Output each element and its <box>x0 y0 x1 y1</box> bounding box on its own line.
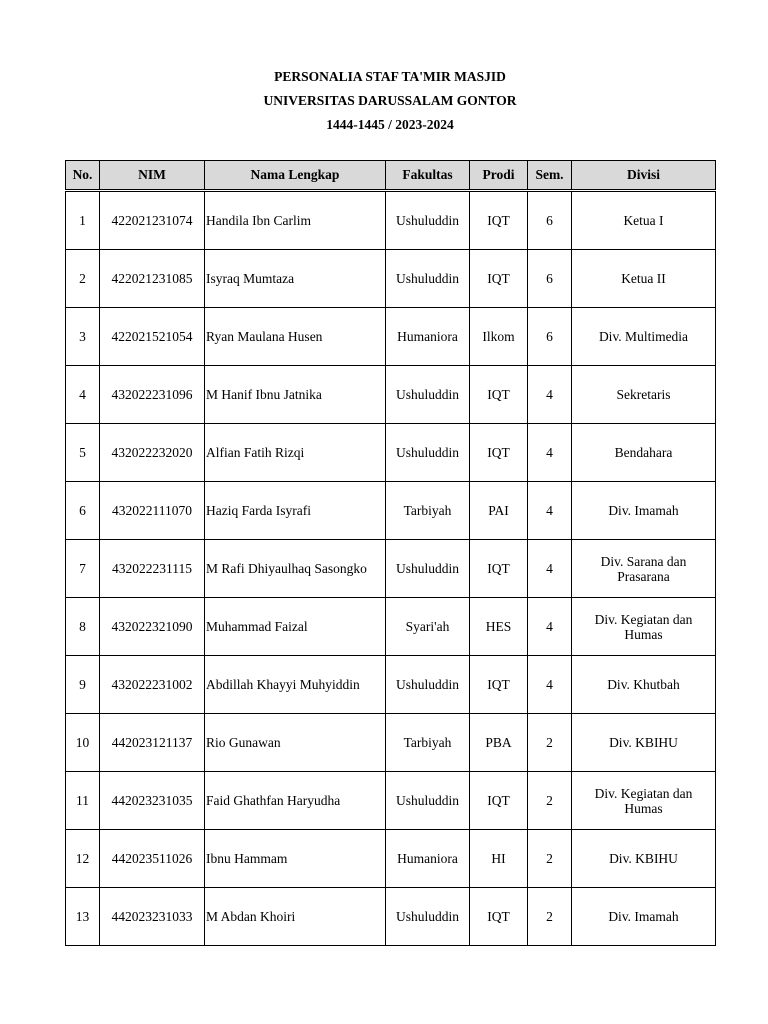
division-cell: Div. Khutbah <box>572 656 716 714</box>
faculty-cell: Tarbiyah <box>386 482 470 540</box>
faculty-cell: Ushuluddin <box>386 656 470 714</box>
name-cell: M Abdan Khoiri <box>205 888 386 946</box>
division-cell: Bendahara <box>572 424 716 482</box>
table-row <box>66 656 716 714</box>
prodi-cell: HES <box>470 598 528 656</box>
col-header-faculty: Fakultas <box>386 161 470 191</box>
faculty-cell: Ushuluddin <box>386 772 470 830</box>
table-row <box>66 191 716 250</box>
prodi-cell: IQT <box>470 366 528 424</box>
table-row <box>66 598 716 656</box>
row-number: 6 <box>66 482 100 540</box>
semester-cell: 4 <box>528 482 572 540</box>
col-header-semester: Sem. <box>528 161 572 191</box>
name-cell: Ibnu Hammam <box>205 830 386 888</box>
prodi-cell: IQT <box>470 424 528 482</box>
nim-cell: 422021521054 <box>100 308 205 366</box>
semester-cell: 6 <box>528 250 572 308</box>
division-cell: Div. Imamah <box>572 482 716 540</box>
row-number: 10 <box>66 714 100 772</box>
nim-cell: 432022231002 <box>100 656 205 714</box>
row-number: 3 <box>66 308 100 366</box>
nim-cell: 422021231074 <box>100 191 205 250</box>
document-title: PERSONALIA STAF TA'MIR MASJID <box>274 69 506 84</box>
semester-cell: 2 <box>528 888 572 946</box>
semester-cell: 2 <box>528 772 572 830</box>
table-row <box>66 888 716 946</box>
semester-cell: 4 <box>528 656 572 714</box>
row-number: 5 <box>66 424 100 482</box>
prodi-cell: HI <box>470 830 528 888</box>
col-header-no: No. <box>66 161 100 191</box>
division-cell: Div. Imamah <box>572 888 716 946</box>
name-cell: Abdillah Khayyi Muhyiddin <box>205 656 386 714</box>
col-header-nim: NIM <box>100 161 205 191</box>
faculty-cell: Ushuluddin <box>386 250 470 308</box>
header-row <box>66 161 716 191</box>
table-row <box>66 714 716 772</box>
prodi-cell: IQT <box>470 772 528 830</box>
row-number: 1 <box>66 191 100 250</box>
col-header-prodi: Prodi <box>470 161 528 191</box>
division-cell: Div. Multimedia <box>572 308 716 366</box>
table-header <box>66 161 716 191</box>
table-row <box>66 250 716 308</box>
division-cell: Ketua I <box>572 191 716 250</box>
division-cell: Div. KBIHU <box>572 830 716 888</box>
name-cell: Faid Ghathfan Haryudha <box>205 772 386 830</box>
division-cell: Sekretaris <box>572 366 716 424</box>
prodi-cell: Ilkom <box>470 308 528 366</box>
nim-cell: 442023231033 <box>100 888 205 946</box>
document-subtitle: UNIVERSITAS DARUSSALAM GONTOR <box>263 93 517 108</box>
prodi-cell: PAI <box>470 482 528 540</box>
row-number: 12 <box>66 830 100 888</box>
table-row <box>66 308 716 366</box>
faculty-cell: Humaniora <box>386 308 470 366</box>
faculty-cell: Humaniora <box>386 830 470 888</box>
division-cell: Ketua II <box>572 250 716 308</box>
nim-cell: 432022321090 <box>100 598 205 656</box>
prodi-cell: IQT <box>470 250 528 308</box>
semester-cell: 4 <box>528 366 572 424</box>
row-number: 11 <box>66 772 100 830</box>
nim-cell: 432022232020 <box>100 424 205 482</box>
prodi-cell: IQT <box>470 888 528 946</box>
faculty-cell: Ushuluddin <box>386 888 470 946</box>
row-number: 13 <box>66 888 100 946</box>
prodi-cell: PBA <box>470 714 528 772</box>
name-cell: Alfian Fatih Rizqi <box>205 424 386 482</box>
name-cell: Haziq Farda Isyrafi <box>205 482 386 540</box>
table-row <box>66 830 716 888</box>
col-header-division: Divisi <box>572 161 716 191</box>
prodi-cell: IQT <box>470 191 528 250</box>
faculty-cell: Ushuluddin <box>386 366 470 424</box>
division-cell: Div. Sarana dan Prasarana <box>572 540 716 598</box>
name-cell: Isyraq Mumtaza <box>205 250 386 308</box>
row-number: 4 <box>66 366 100 424</box>
name-cell: M Hanif Ibnu Jatnika <box>205 366 386 424</box>
table-row <box>66 424 716 482</box>
nim-cell: 432022231096 <box>100 366 205 424</box>
semester-cell: 4 <box>528 424 572 482</box>
name-cell: Muhammad Faizal <box>205 598 386 656</box>
row-number: 8 <box>66 598 100 656</box>
nim-cell: 442023121137 <box>100 714 205 772</box>
faculty-cell: Ushuluddin <box>386 191 470 250</box>
division-cell: Div. KBIHU <box>572 714 716 772</box>
document-header <box>0 65 768 137</box>
nim-cell: 442023231035 <box>100 772 205 830</box>
semester-cell: 4 <box>528 540 572 598</box>
faculty-cell: Tarbiyah <box>386 714 470 772</box>
semester-cell: 6 <box>528 308 572 366</box>
semester-cell: 6 <box>528 191 572 250</box>
col-header-name: Nama Lengkap <box>205 161 386 191</box>
table-row <box>66 482 716 540</box>
nim-cell: 422021231085 <box>100 250 205 308</box>
faculty-cell: Ushuluddin <box>386 424 470 482</box>
semester-cell: 2 <box>528 714 572 772</box>
row-number: 2 <box>66 250 100 308</box>
division-cell: Div. Kegiatan dan Humas <box>572 598 716 656</box>
row-number: 7 <box>66 540 100 598</box>
faculty-cell: Syari'ah <box>386 598 470 656</box>
row-number: 9 <box>66 656 100 714</box>
prodi-cell: IQT <box>470 656 528 714</box>
name-cell: M Rafi Dhiyaulhaq Sasongko <box>205 540 386 598</box>
semester-cell: 2 <box>528 830 572 888</box>
name-cell: Handila Ibn Carlim <box>205 191 386 250</box>
table-row <box>66 540 716 598</box>
nim-cell: 432022231115 <box>100 540 205 598</box>
semester-cell: 4 <box>528 598 572 656</box>
nim-cell: 432022111070 <box>100 482 205 540</box>
table-row <box>66 772 716 830</box>
document-period: 1444-1445 / 2023-2024 <box>326 117 454 132</box>
table-row <box>66 366 716 424</box>
staff-table <box>65 160 716 946</box>
faculty-cell: Ushuluddin <box>386 540 470 598</box>
division-cell: Div. Kegiatan dan Humas <box>572 772 716 830</box>
name-cell: Rio Gunawan <box>205 714 386 772</box>
nim-cell: 442023511026 <box>100 830 205 888</box>
name-cell: Ryan Maulana Husen <box>205 308 386 366</box>
table-body <box>66 191 716 946</box>
prodi-cell: IQT <box>470 540 528 598</box>
